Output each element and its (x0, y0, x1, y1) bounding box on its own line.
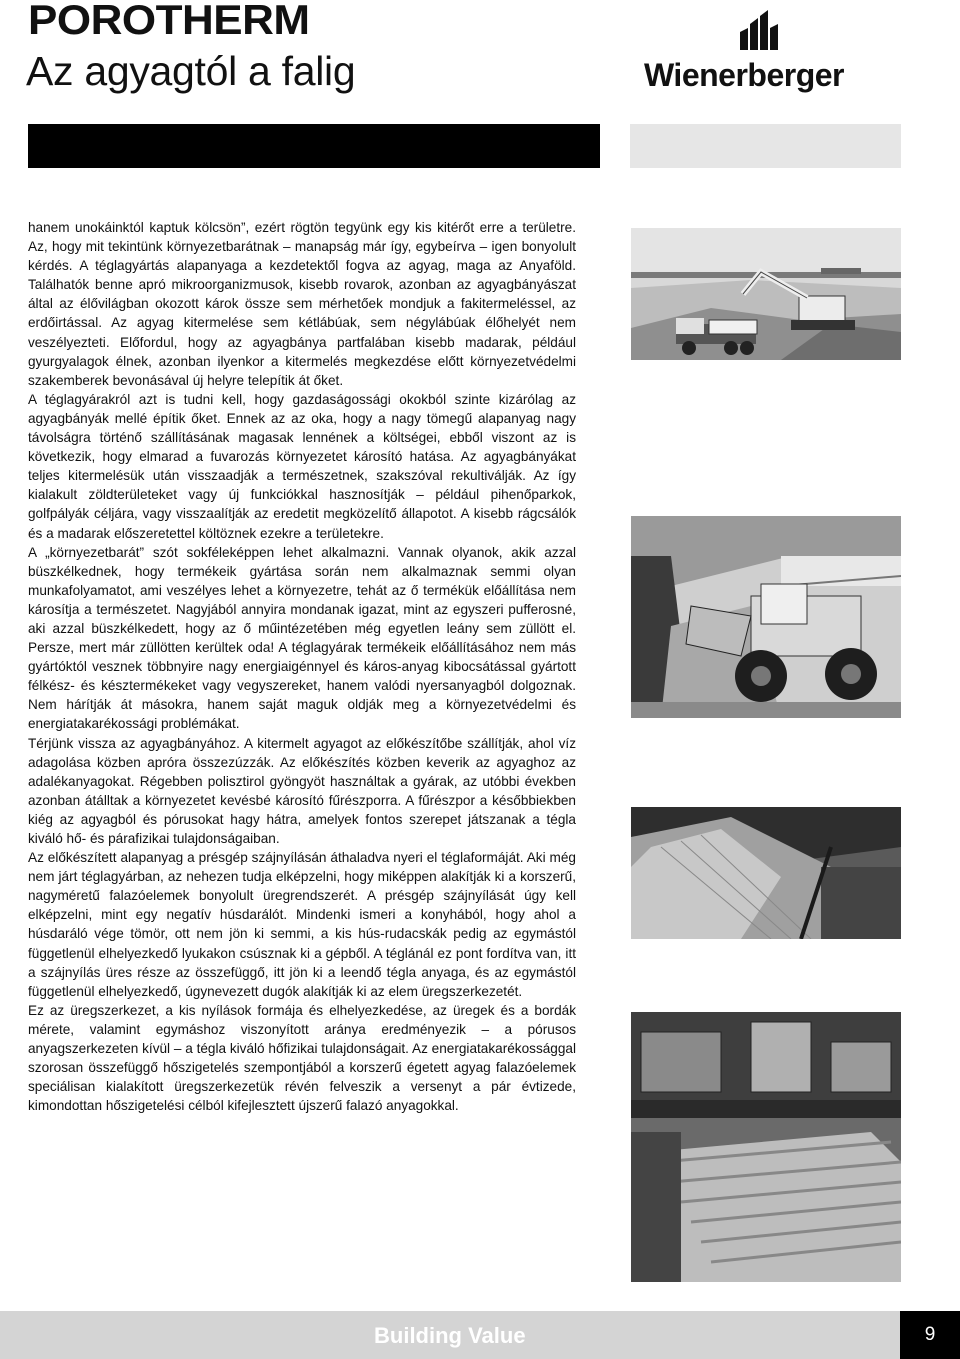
paragraph: Az előkészített alapanyag a présgép szájnyílásán áthaladva nyeri el téglaformáját. Aki még nem járt téglagyárban, az nehezen tudja elképzelni, hogy miképpen alakítják ki a korszerű, nagyméretű falazóelemek bonyolult üregrendszerét. A présgép szájnyílását úgy kell elképzelni, mint egy negatív húsdarálót. Mindenki ismeri a konyhából, hogy ahol a húsdaráló vége tömör, ott nem jön ki semmi, a kis hús-rudacskák pedig az egymástól függetlenül elhelyezkedő lyukakon csúsznak ki a gépből. A téglánál ez pont fordítva van, itt a szájnyílás üres része az összefüggő, itt jön ki a leendő tégla anyaga, és az egymástól függetlenül elhelyezkedő, úgynevezett dugók alakítják ki az elem üregszerkezetét. (28, 850, 576, 999)
photo-brick-extrusion-press (631, 1012, 901, 1282)
photo-clay-pit-excavator (631, 228, 901, 360)
brand-mark-icon (738, 10, 780, 50)
header-black-band (28, 124, 600, 168)
paragraph: Térjünk vissza az agyagbányához. A kitermelt agyagot az előkészítőbe szállítják, ahol víz adagolása közben apróra összezúzzák. Az előkészítés közben keverik az agyaghoz az adalékanyagokat. Régebben polisztirol gyöngyöt használtak a gyárak, az utóbbi években azonban átálltak a környezetet kevésbé károsító fűrészporra. A fűrészpor a későbbiekben kiég az agyagból és pórusokat hagy hátra, amelyek fontos szerepet játszanak a tégla kiváló hő- és párafizikai tulajdonságaiban. (28, 735, 576, 846)
article-body (28, 218, 576, 1115)
paragraph: A téglagyárakról azt is tudni kell, hogy gazdaságossági okokból szinte kizárólag az agyagbányák mellé építik őket. Ennek az az oka, hogy a nagy tömegű alapanyag nagy távolságra történő szállításának magasak lennének a költségei, ebből viszont az is következik, hogy elmarad a fuvarozás környezetet károsító hatása. Az agyagbányákat teljes kitermelésük után visszaadják a természetnek, szakszóval rekultiválják. Az így kialakult zöldterületeket vagy új funkciókkal hasznosítják – például pihenőparkok, golfpályák céljára, vagy visszaalítják az eredetit megközelítő állapotot. A kisebb rágcsálók és a madarak előszeretettel költöznek ezekre a területekre. (28, 391, 576, 541)
wienerberger-logo (644, 10, 886, 93)
photo-wheel-loader (631, 516, 901, 718)
paragraph: hanem unokáinktól kaptuk kölcsön”, ezért rögtön tegyünk egy kis kitérőt erre a területre. Az, hogy mit tekintünk környezetbarátnak – manapság már így, egybeírva – igen bonyolult kérdés. A téglagyártás alapanyaga a kezdetektől fogva az agyag, maga az Anyaföld. Találhatók benne apró mikroorganizmusok, kisebb rovarok, azonban az agyagbányászat által az élővilágban okozott károk össze sem mérhetőek mondjuk a fakitermeléssel, az erdőirtással. Az agyag kitermelése sem kétlábúak, sem négylábúak élőhelyét nem veszélyezteti. Előfordul, hogy az agyagbánya partfalában kisebb madarak, például gyurgyalagok élnek, azonban ilyenkor a kitermelés megkezdése előtt környezetvédelmi szakemberek bevonásával új helyre telepítik át őket. (28, 220, 576, 388)
brand-wordmark: Wienerberger (644, 57, 844, 93)
footer-tagline: Building Value (374, 1323, 526, 1348)
paragraph: Ez az üregszerkezet, a kis nyílások formája és elhelyezkedése, az üregek és a bordák mérete, valamint egymáshoz viszonyított aránya eredményezik – a pórusos anyagszerkezeten kívül – a tégla kiváló hőfizikai tulajdonságait. Az energiatakarékossággal szorosan összefüggő hőszigetelés szempontjából a korszerű égetett agyag falazóelemek speciálisan kialakított üregszerkezetük révén felveszik a versenyt a pár évtizede, kimondottan hőszigetelési célból kifejlesztett újszerű falazó anyagokkal. (28, 1002, 576, 1114)
document-title: POROTHERM (28, 0, 310, 44)
paragraph: A „környezetbarát” szót sokféleképpen lehet alkalmazni. Vannak olyanok, akik azzal büszkélkednek, hogy termékeik gyártása során nem alkalmaznak semmi olyan munkafolyamatot, ami veszélyes lehet a környezetre, tehát az ő termékük előállítása nem károsítja a természetet. Nagyjából annyira mondanak igazat, mint az egyszeri pufferosné, aki azzal büszkélkedett, hogy az ő műintézetében még egyetlen leány sem züllött el. Persze, mert már züllötten kerültek oda! A téglagyárak termékeik előállításához nem más gyártóktól vesznek többnyire nagy energiaigénnyel és káros-anyag kibocsátással gyártott félkész- és késztermékeket vagy vegyszereket, hanem valódi nyersanyagból dolgoznak. Nem hárítják át másokra, hanem saját maguk oldják meg a környezetvédelmi és energiatakarékossági problémákat. (28, 544, 576, 732)
document-subtitle: Az agyagtól a falig (26, 48, 356, 94)
header-gray-band (630, 124, 901, 168)
page-number: 9 (900, 1311, 960, 1359)
photo-clay-storage-hall (631, 807, 901, 939)
